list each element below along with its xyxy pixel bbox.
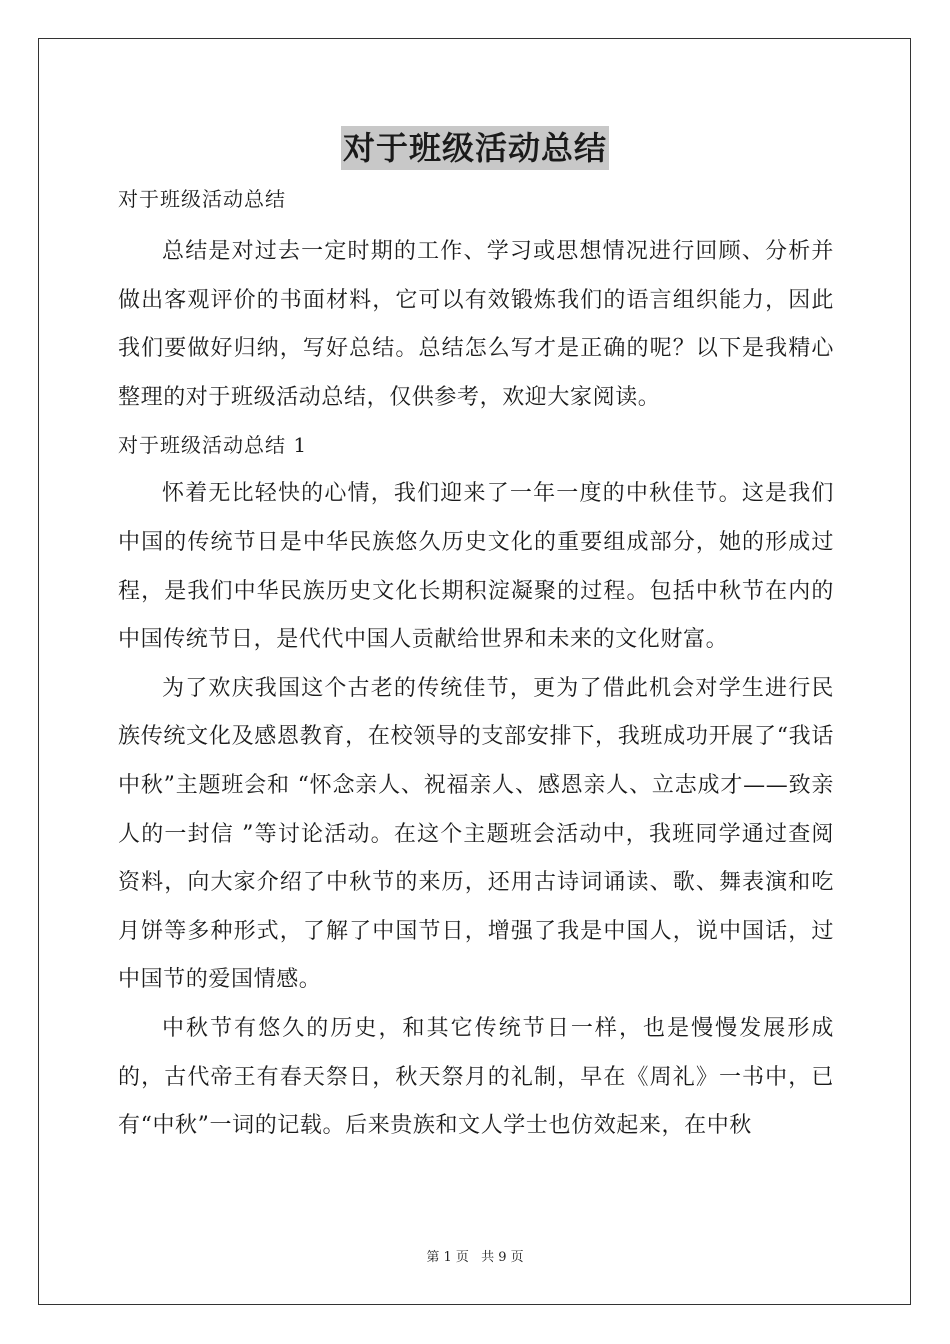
document-body [118, 176, 834, 1151]
body-paragraph-3: 中秋节有悠久的历史，和其它传统节日一样，也是慢慢发展形成的，古代帝王有春天祭日，秋天祭月的礼制，早在《周礼》一书中，已有“中秋”一词的记载。后来贵族和文人学士也仿效起来，在中秋 [118, 1015, 834, 1139]
document-title-text: 对于班级活动总结 [341, 126, 609, 170]
intro-paragraph: 总结是对过去一定时期的工作、学习或思想情况进行回顾、分析并做出客观评价的书面材料，它可以有效锻炼我们的语言组织能力，因此我们要做好归纳，写好总结。总结怎么写才是正确的呢？以下是我精心整理的对于班级活动总结，仅供参考，欢迎大家阅读。 [118, 239, 834, 410]
document-title [0, 126, 950, 170]
body-paragraph-1: 怀着无比轻快的心情，我们迎来了一年一度的中秋佳节。这是我们中国的传统节日是中华民族悠久历史文化的重要组成部分，她的形成过程，是我们中华民族历史文化长期积淀凝聚的过程。包括中秋节在内的中国传统节日，是代代中国人贡献给世界和未来的文化财富。 [118, 481, 834, 653]
page-total: 共 9 页 [481, 1250, 524, 1265]
document-subtitle: 对于班级活动总结 [118, 187, 286, 211]
section-heading-1: 对于班级活动总结 1 [118, 433, 308, 458]
page-footer [0, 1246, 950, 1265]
page-number: 第 1 页 [426, 1250, 469, 1265]
body-paragraph-2: 为了欢庆我国这个古老的传统佳节，更为了借此机会对学生进行民族传统文化及感恩教育，在校领导的支部安排下，我班成功开展了“我话中秋”主题班会和 “怀念亲人、祝福亲人、感恩亲人、立志成才——致亲人的一封信 ”等讨论活动。在这个主题班会活动中，我班同学通过查阅资料，向大家介绍了中秋节的来历，还用古诗词诵读、歌、舞表演和吃月饼等多种形式，了解了中国节日，增强了我是中国人，说中国话，过中国节的爱国情感。 [118, 675, 834, 993]
